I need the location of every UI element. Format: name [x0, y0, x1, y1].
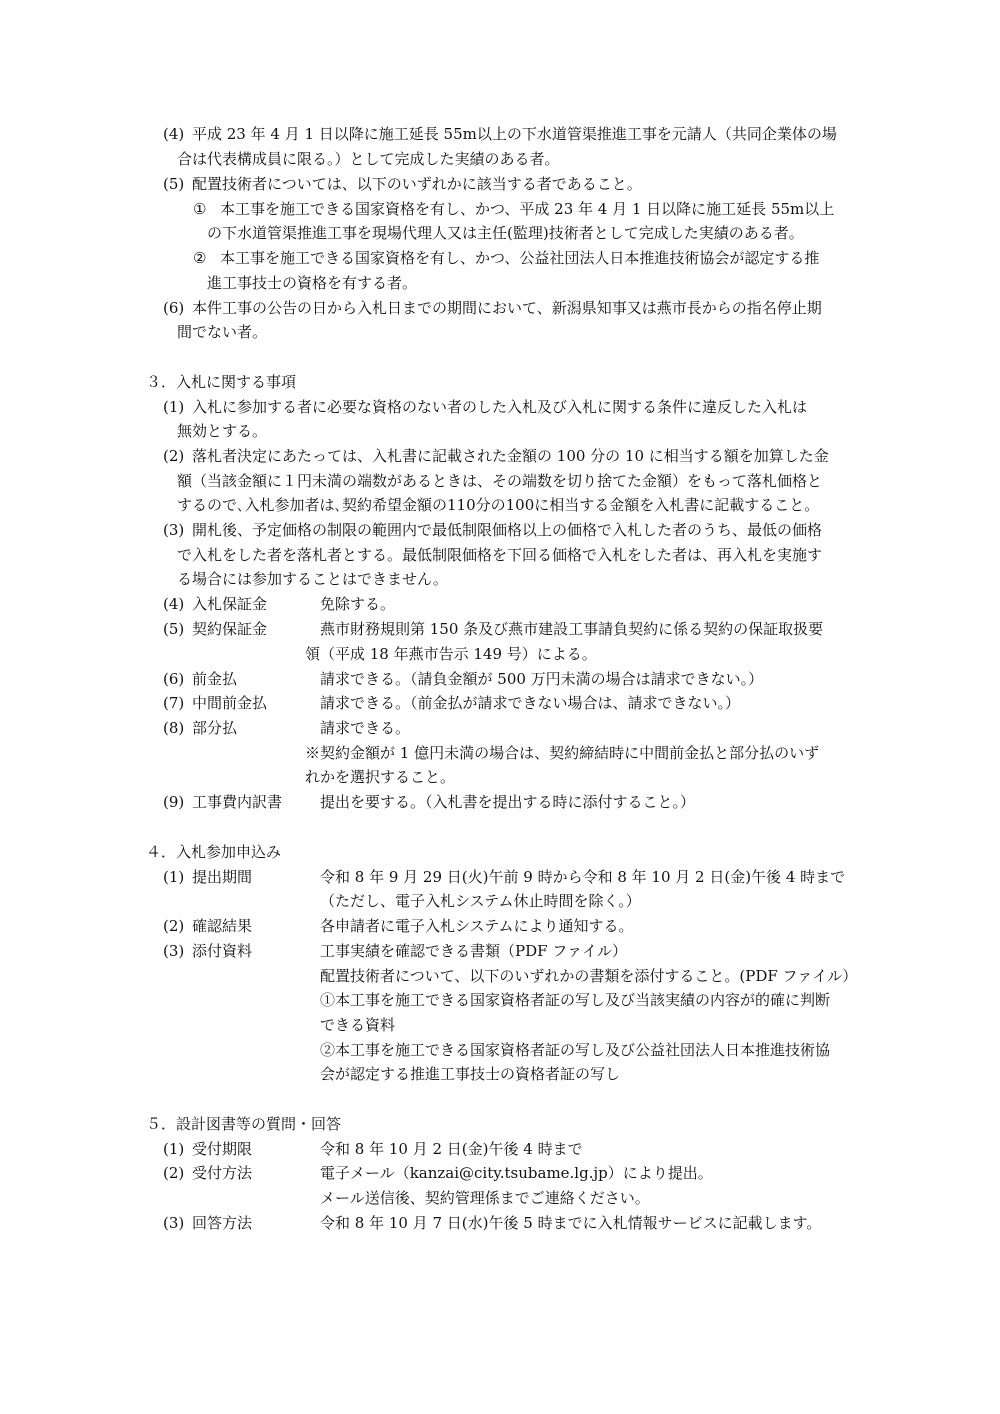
item-number: (5)	[163, 175, 185, 193]
item-number: (4)	[163, 125, 185, 143]
item-label: 中間前金払	[192, 694, 268, 712]
item-value: 令和 8 年 9 月 29 日(火)午前 9 時から令和 8 年 10 月 2 日(金)午後 4 時まで	[320, 868, 846, 886]
item-value: （ただし、電子入札システム休止時間を除く。）	[320, 892, 641, 910]
item-label: 受付方法	[192, 1164, 253, 1182]
item-number: (2)	[163, 447, 185, 465]
item-value: 請求できる。	[320, 719, 411, 737]
item-number: (2)	[163, 917, 185, 935]
paragraph-line: 無効とする。	[177, 422, 268, 440]
sub-item-number: ②	[193, 249, 207, 267]
item-number: (8)	[163, 719, 185, 737]
item-number: (3)	[163, 1214, 185, 1232]
item-value: 提出を要する。（入札書を提出する時に添付すること。）	[320, 793, 696, 811]
paragraph-line: で入札をした者を落札者とする。最低制限価格を下回る価格で入札をした者は、再入札を実施す	[177, 546, 823, 564]
item-number: (2)	[163, 1164, 185, 1182]
item-number: (6)	[163, 670, 185, 688]
item-value: 免除する。	[320, 595, 396, 613]
item-value: 会が認定する推進工事技士の資格者証の写し	[320, 1065, 621, 1083]
item-number: (7)	[163, 694, 185, 712]
item-value: 各申請者に電子入札システムにより通知する。	[320, 917, 634, 935]
item-value: 配置技術者について、以下のいずれかの書類を添付すること。(PDF ファイル）	[320, 967, 858, 985]
paragraph-line: 額（当該金額に１円未満の端数があるときは、その端数を切り捨てた金額）をもって落札価格と	[177, 472, 823, 490]
paragraph-line: 配置技術者については、以下のいずれかに該当する者であること。	[192, 175, 642, 193]
item-value: 燕市財務規則第 150 条及び燕市建設工事請負契約に係る契約の保証取扱要	[320, 620, 824, 638]
paragraph-line: 本件工事の公告の日から入札日までの期間において、新潟県知事又は燕市長からの指名停止期	[192, 299, 822, 317]
item-label: 受付期限	[192, 1140, 253, 1158]
item-number: (1)	[163, 398, 185, 416]
item-number: (4)	[163, 595, 185, 613]
paragraph-line: 入札に参加する者に必要な資格のない者のした入札及び入札に関する条件に違反した入札は	[192, 398, 808, 416]
item-value: 領（平成 18 年燕市告示 149 号）による。	[305, 645, 597, 663]
item-value: 工事実績を確認できる書類（PDF ファイル）	[320, 942, 627, 960]
item-label: 添付資料	[192, 942, 253, 960]
item-label: 入札保証金	[192, 595, 268, 613]
item-label: 回答方法	[192, 1214, 253, 1232]
item-value: 電子メール（kanzai@city.tsubame.lg.jp）により提出。	[320, 1164, 713, 1182]
item-number: (9)	[163, 793, 185, 811]
item-number: (3)	[163, 942, 185, 960]
paragraph-line: る場合には参加することはできません。	[177, 570, 448, 588]
paragraph-line: 本工事を施工できる国家資格を有し、かつ、公益社団法人日本推進技術協会が認定する推	[220, 249, 820, 267]
item-label: 契約保証金	[192, 620, 268, 638]
item-number: (3)	[163, 521, 185, 539]
note-line: れかを選択すること。	[305, 768, 456, 786]
paragraph-line: 合は代表構成員に限る。）として完成した実績のある者。	[177, 150, 560, 168]
paragraph-line: するので､入札参加者は､契約希望金額の110分の100に相当する金額を入札書に記載すること。	[177, 496, 820, 514]
item-value: できる資料	[320, 1016, 396, 1034]
item-value: 請求できる。（請負金額が 500 万円未満の場合は請求できない。）	[320, 670, 764, 688]
item-value: メール送信後、契約管理係までご連絡ください。	[320, 1189, 650, 1207]
item-label: 前金払	[192, 670, 238, 688]
note-line: ※契約金額が 1 億円未満の場合は、契約締結時に中間前金払と部分払のいず	[305, 744, 820, 762]
item-number: (1)	[163, 1140, 185, 1158]
paragraph-line: 落札者決定にあたっては、入札書に記載された金額の 100 分の 10 に相当する額を加算した金	[192, 447, 829, 465]
item-value: 請求できる。（前金払が請求できない場合は、請求できない。）	[320, 694, 741, 712]
item-label: 工事費内訳書	[192, 793, 283, 811]
item-value: 令和 8 年 10 月 7 日(水)午後 5 時までに入札情報サービスに記載します。	[320, 1214, 822, 1232]
item-number: (5)	[163, 620, 185, 638]
paragraph-line: 間でない者。	[177, 323, 268, 341]
section-heading: ４．入札参加申込み	[146, 843, 282, 861]
section-heading: ３．入札に関する事項	[146, 373, 297, 391]
item-number: (6)	[163, 299, 185, 317]
sub-item-number: ①	[193, 200, 207, 218]
item-label: 確認結果	[192, 917, 253, 935]
paragraph-line: 進工事技士の資格を有する者。	[207, 274, 418, 292]
paragraph-line: 平成 23 年 4 月 1 日以降に施工延長 55m以上の下水道管渠推進工事を元請人（共同企業体の場	[192, 125, 837, 143]
item-value: 令和 8 年 10 月 2 日(金)午後 4 時まで	[320, 1140, 583, 1158]
paragraph-line: の下水道管渠推進工事を現場代理人又は主任(監理)技術者として完成した実績のある者。	[207, 224, 804, 242]
item-value: ②本工事を施工できる国家資格者証の写し及び公益社団法人日本推進技術協	[320, 1041, 831, 1059]
paragraph-line: 本工事を施工できる国家資格を有し、かつ、平成 23 年 4 月 1 日以降に施工延長 55m以上	[220, 200, 835, 218]
item-value: ①本工事を施工できる国家資格者証の写し及び当該実績の内容が的確に判断	[320, 991, 831, 1009]
section-heading: ５．設計図書等の質問・回答	[146, 1115, 342, 1133]
paragraph-line: 開札後、予定価格の制限の範囲内で最低制限価格以上の価格で入札した者のうち、最低の価格	[192, 521, 823, 539]
item-label: 部分払	[192, 719, 238, 737]
item-label: 提出期間	[192, 868, 253, 886]
item-number: (1)	[163, 868, 185, 886]
